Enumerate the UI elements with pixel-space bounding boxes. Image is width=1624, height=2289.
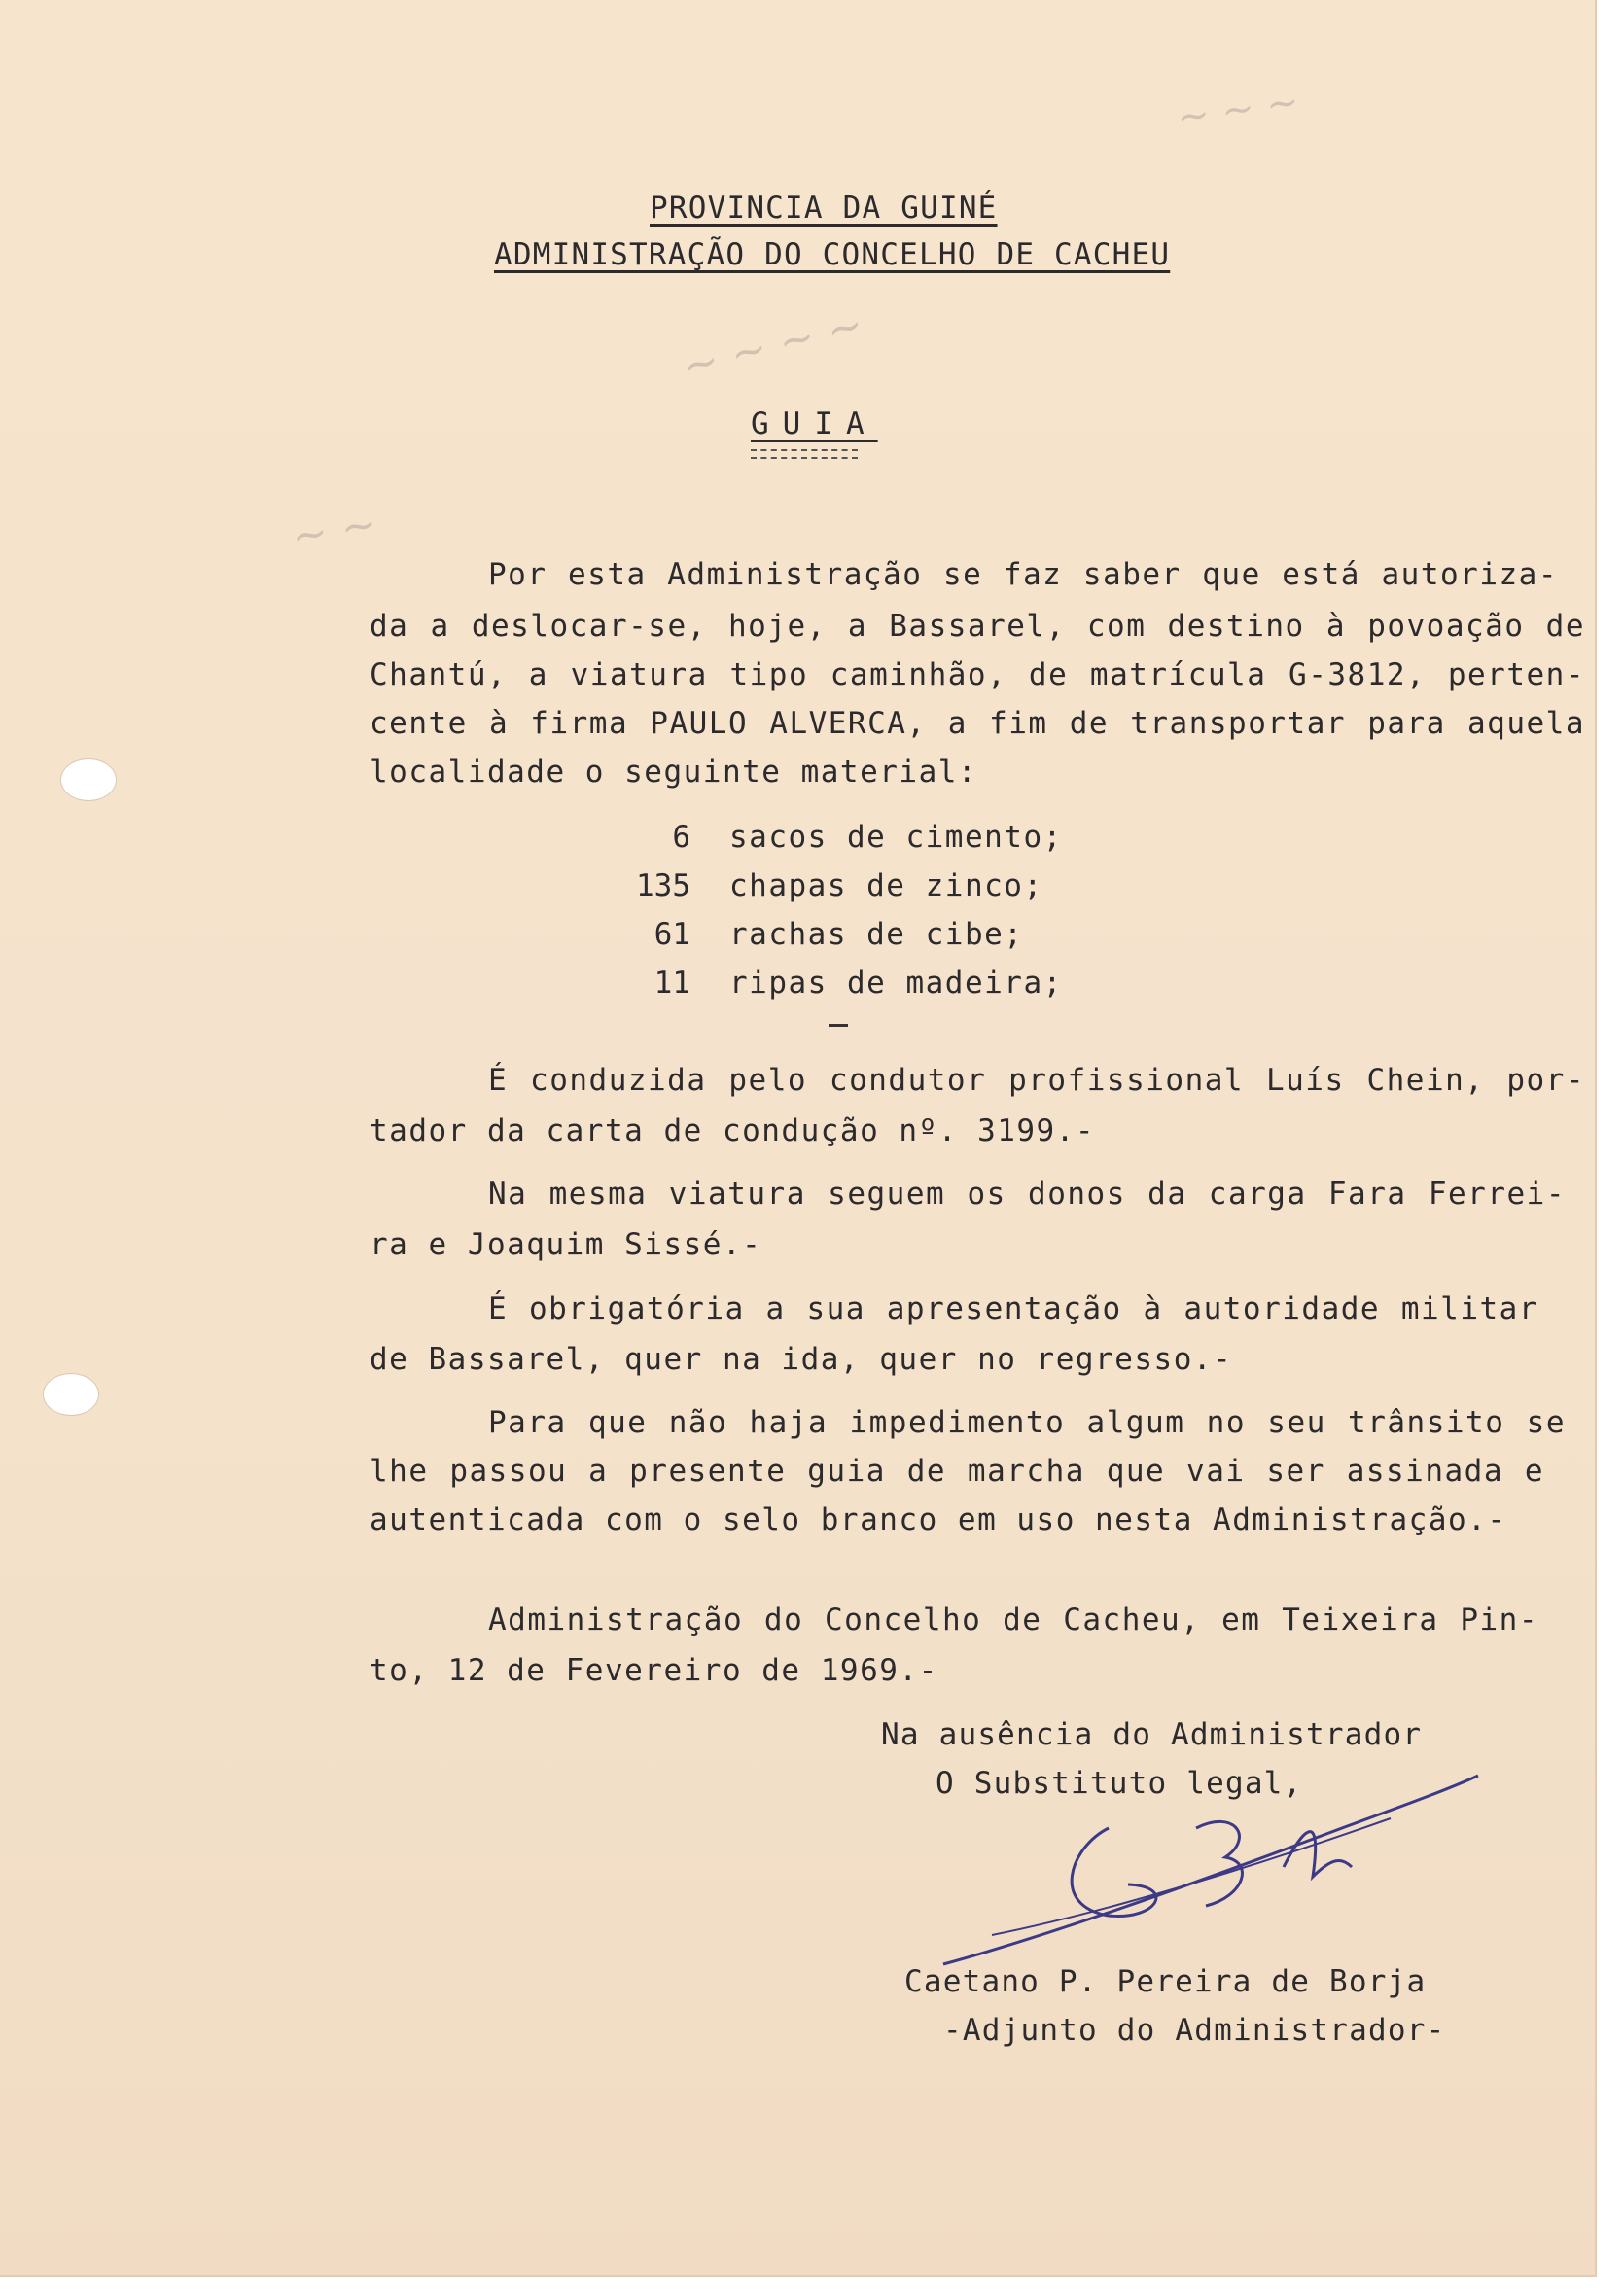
material-qty: 11 [653, 966, 690, 1001]
paragraph-6-line-1: Administração do Concelho de Cacheu, em Teixeira Pin- [488, 1602, 1538, 1638]
document-title: GUIA [751, 406, 878, 441]
punch-hole-bottom [43, 1373, 99, 1416]
material-item: sacos de cimento; [729, 820, 1063, 855]
paragraph-2-line-2: tador da carta de condução nº. 3199.- [370, 1113, 1096, 1148]
closing-absence-line: Na ausência do Administrador [881, 1717, 1423, 1752]
material-qty: 135 [636, 868, 690, 903]
paragraph-3-line-2: ra e Joaquim Sissé.- [370, 1227, 762, 1262]
paragraph-1-line-1: Por esta Administração se faz saber que está autoriza- [488, 557, 1558, 592]
list-end-dash [829, 1024, 848, 1027]
paragraph-1-line-3: Chantú, a viatura tipo caminhão, de matrícula G-3812, perten- [370, 657, 1585, 692]
pencil-scribble-1: ~ ~ ~ [1174, 79, 1302, 141]
signer-name: Caetano P. Pereira de Borja [904, 1964, 1427, 1999]
material-item: chapas de zinco; [729, 868, 1043, 903]
paragraph-1-line-5: localidade o seguinte material: [370, 755, 978, 790]
punch-hole-top [60, 758, 117, 801]
paragraph-2-line-1: É conduzida pelo condutor profissional Luís Chein, por- [488, 1063, 1585, 1098]
material-item: ripas de madeira; [729, 966, 1063, 1001]
pencil-scribble-2: ~ ~ ~ ~ [677, 299, 868, 393]
header-province: PROVINCIA DA GUINÉ [650, 191, 998, 226]
closing-substitute-line: O Substituto legal, [936, 1766, 1303, 1801]
material-qty: 6 [672, 820, 690, 855]
paragraph-4-line-1: É obrigatória a sua apresentação à autoridade militar [488, 1291, 1538, 1326]
paragraph-6-line-2: to, 12 de Fevereiro de 1969.- [370, 1653, 938, 1688]
pencil-scribble-3: ~ ~ [288, 498, 381, 563]
title-double-rule [751, 449, 858, 459]
paragraph-1-line-2: da a deslocar-se, hoje, a Bassarel, com destino à povoação de [370, 609, 1585, 644]
paragraph-3-line-1: Na mesma viatura seguem os donos da carga Fara Ferrei- [488, 1177, 1566, 1212]
paragraph-5-line-3: autenticada com o selo branco em uso nesta Administração.- [370, 1502, 1507, 1537]
material-qty: 61 [653, 917, 690, 952]
paragraph-4-line-2: de Bassarel, quer na ida, quer no regresso.- [370, 1342, 1233, 1377]
paragraph-5-line-1: Para que não haja impedimento algum no seu trânsito se [488, 1405, 1566, 1440]
paragraph-5-line-2: lhe passou a presente guia de marcha que vai ser assinada e [370, 1454, 1544, 1489]
handwritten-signature [934, 1770, 1498, 1984]
material-item: rachas de cibe; [729, 917, 1024, 952]
paragraph-1-line-4: cente à firma PAULO ALVERCA, a fim de transportar para aquela [370, 706, 1585, 741]
header-administration: ADMINISTRAÇÃO DO CONCELHO DE CACHEU [494, 237, 1171, 272]
signer-title: -Adjunto do Administrador- [943, 2013, 1446, 2048]
